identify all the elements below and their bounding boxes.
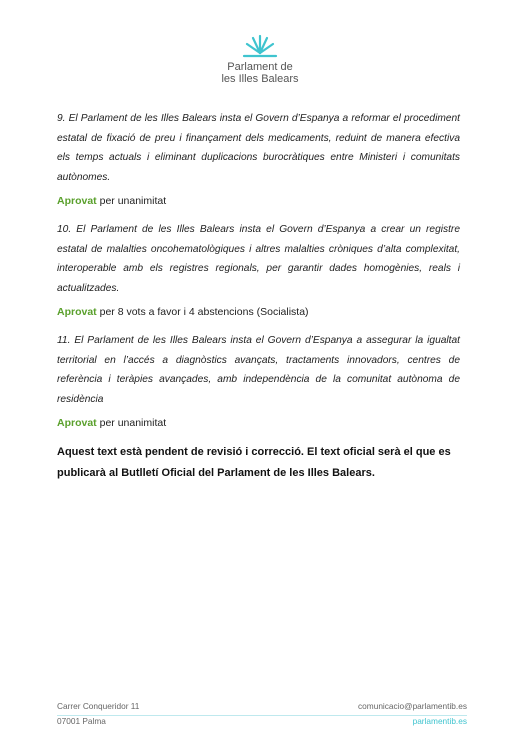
approved-label: Aprovat	[57, 417, 97, 429]
motion-11-text: 11. El Parlament de les Illes Balears insta el Govern d’Espanya a assegurar la igualtat territorial en l’accés a diagnòstics avançats, tractaments innovadors, centres de referència i teràpies avançades, amb independència de la comunitat autònoma de residència	[57, 335, 460, 405]
footer-postal: 07001 Palma	[57, 716, 106, 726]
vote-detail: per unanimitat	[99, 195, 167, 207]
footer-address: Carrer Conqueridor 11	[57, 701, 140, 711]
footer-row-2	[57, 716, 467, 726]
footer-row-1	[57, 701, 467, 711]
motion-10-result	[57, 305, 460, 319]
footer-website[interactable]: parlamentib.es	[412, 716, 467, 726]
footer-email[interactable]: comunicacio@parlamentib.es	[358, 701, 467, 711]
approved-label: Aprovat	[57, 195, 97, 207]
vote-detail: per 8 vots a favor i 4 abstencions (Socialista)	[99, 306, 309, 318]
logo-line-2: les Illes Balears	[221, 73, 299, 85]
document-body	[57, 109, 460, 484]
motion-9-result	[57, 194, 460, 208]
logo-line-1: Parlament de	[227, 61, 293, 73]
vote-detail: per unanimitat	[99, 417, 167, 429]
revision-notice: Aquest text està pendent de revisió i correcció. El text oficial serà el que es publicarà al Butlletí Oficial del Parlament de les Illes Balears.	[57, 446, 451, 479]
motion-9-text: 9. El Parlament de les Illes Balears insta el Govern d’Espanya a reformar el procediment estatal de fixació de preu i finançament dels medicaments, reduint de manera efectiva els temps actuals i eliminant duplicacions burocràtiques entre Ministeri i comunitats autònomes.	[57, 113, 460, 183]
parliament-logo	[0, 34, 520, 85]
sunburst-icon	[242, 34, 278, 58]
approved-label: Aprovat	[57, 306, 97, 318]
motion-10-text: 10. El Parlament de les Illes Balears insta el Govern d’Espanya a crear un registre estatal de malalties oncohematològiques i altres malalties cròniques d’alta complexitat, interoperable amb els registres regionals, per garantir dades homogènies, reals i actualitzades.	[57, 224, 460, 294]
motion-11-result	[57, 416, 460, 430]
